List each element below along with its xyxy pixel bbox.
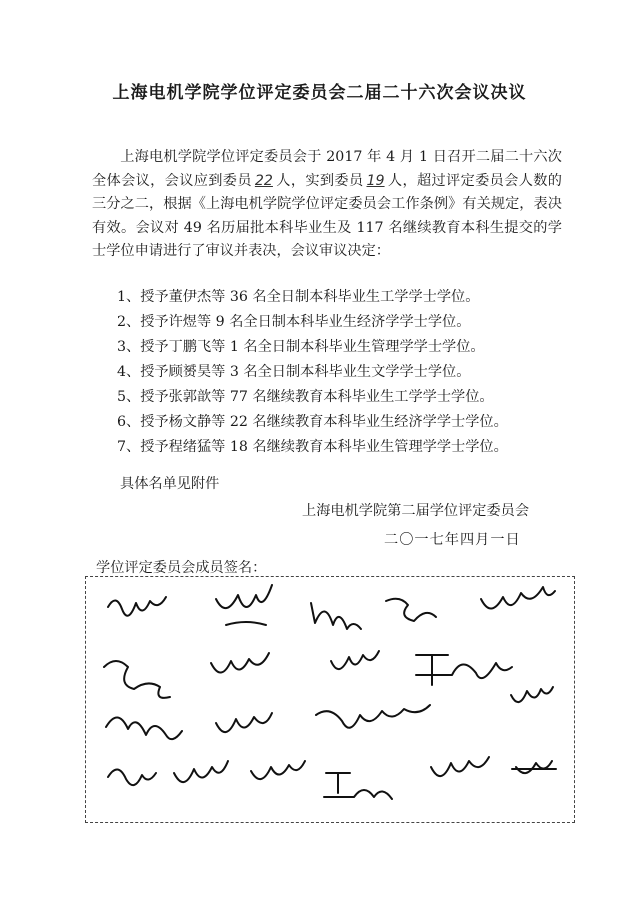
signature [216,713,272,732]
detail-note: 具体名单见附件 [120,476,220,492]
handwritten-signatures [86,577,574,822]
signature [386,599,436,621]
resolution-items [117,285,508,460]
signature [106,717,182,739]
document-title: 上海电机学院学位评定委员会二届二十六次会议决议 [112,83,527,103]
resolution-paragraph [92,146,562,264]
signature [311,603,361,629]
para-text-3: 人，超过评定委员会人数的三分之二，根据《上海电机学院学位评定委员会工作条例》有关规定，表决有效。会议对 49 名历届批本科毕业生及 117 名继续教育本科生提交的学士学位申请进行了审议并表决，会议审议决定： [92,172,562,259]
signature [216,585,272,625]
resolution-item: 4、授予顾赟昊等 3 名全日制本科毕业生文学学士学位。 [117,364,471,380]
resolution-item: 2、授予许煜等 9 名全日制本科毕业生经济学学士学位。 [117,314,471,330]
signature [104,661,170,698]
signature [108,769,156,785]
para-text-1: 上海电机学院学位评定委员会于 2017 年 4 月 1 日召开二届二十六次全体会议，会议应到委员 [92,149,562,189]
signature [108,597,166,616]
signature [174,761,228,782]
resolution-item: 5、授予张郭歆等 77 名继续教育本科毕业生工学学士学位。 [117,389,494,405]
signature [511,687,553,702]
signature [324,773,392,799]
signature [211,653,269,673]
committee-name: 上海电机学院第二届学位评定委员会 [302,503,530,519]
signature-label: 学位评定委员会成员签名： [96,560,267,576]
signature [331,651,379,669]
document-date: 二〇一七年四月一日 [384,532,521,548]
signature [316,705,430,728]
signature [416,655,512,685]
signature [481,587,555,609]
handwritten-expected-count: 22 [254,172,273,189]
signature [251,761,305,779]
resolution-item: 1、授予董伊杰等 36 名全日制本科毕业生工学学士学位。 [117,289,480,305]
signature [431,757,489,776]
resolution-item: 7、授予程绪猛等 18 名继续教育本科毕业生管理学学士学位。 [117,439,508,455]
resolution-item: 6、授予杨文静等 22 名继续教育本科毕业生经济学学士学位。 [117,414,508,430]
resolution-item: 3、授予丁鹏飞等 1 名全日制本科毕业生管理学学士学位。 [117,339,485,355]
para-text-2: 人，实到委员 [275,172,364,189]
signature-box [85,576,575,823]
signature [512,761,556,773]
handwritten-present-count: 19 [366,172,385,189]
